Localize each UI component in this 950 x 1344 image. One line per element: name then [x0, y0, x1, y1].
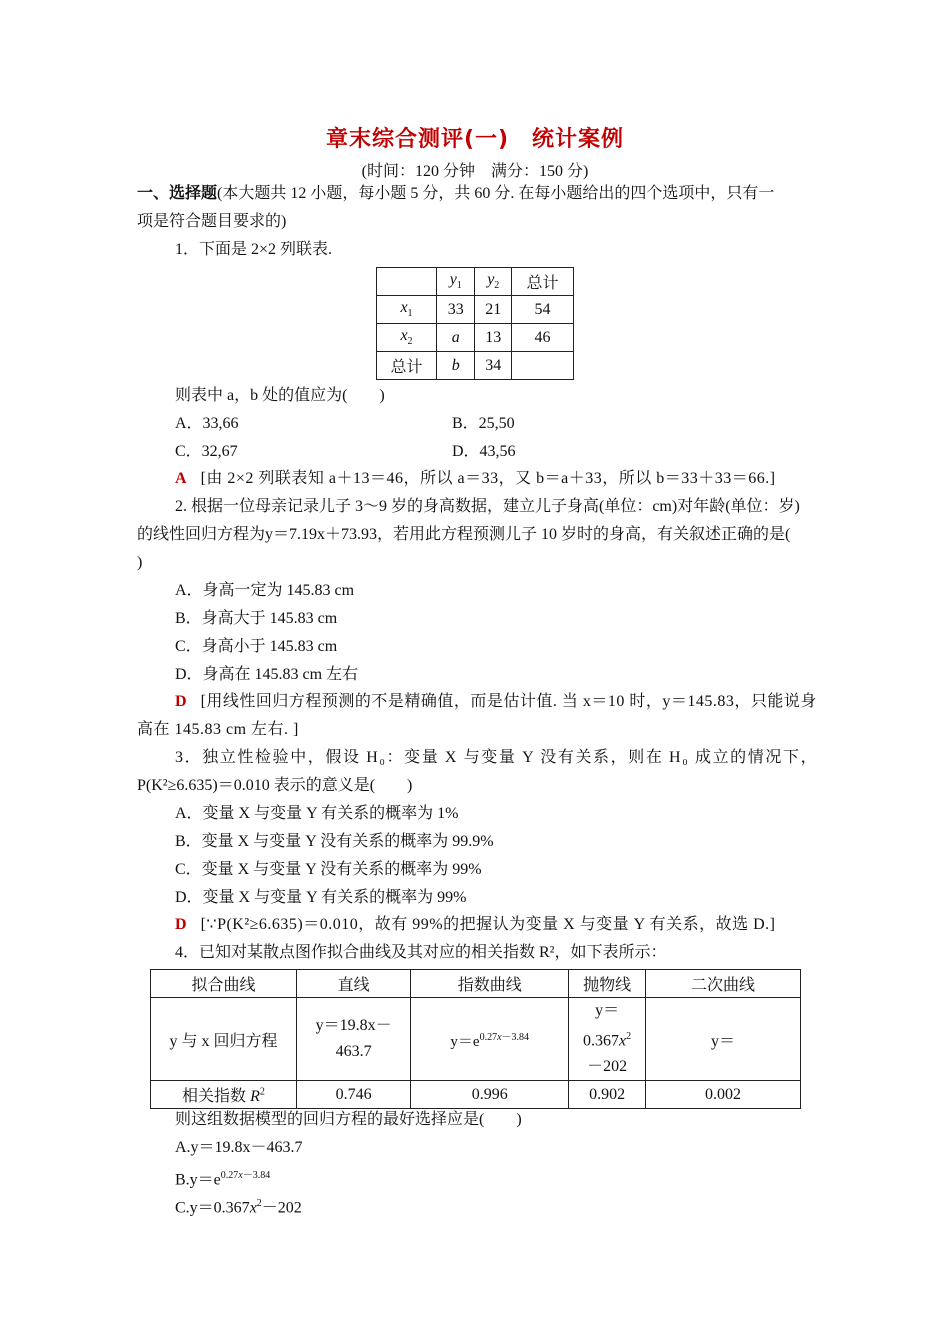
q1-table-header-y2: $y_2$: [475, 268, 512, 296]
q4-exp-equation: $y=e^{0.27x-3.84}$: [411, 998, 569, 1081]
q4-r2-cell: 0.002: [645, 1081, 800, 1109]
q1-table-cell: 21: [475, 296, 512, 324]
q1-table-header-y1: $y_1$: [437, 268, 475, 296]
q4-line-eq-b: 463.7: [335, 1043, 372, 1061]
q4-question: 则这组数据模型的回归方程的最好选择应是( ): [175, 1111, 522, 1128]
q2-option-a: A．身高一定为 145.83 cm: [175, 582, 355, 599]
q2-option-b: B．身高大于 145.83 cm: [175, 610, 338, 627]
q1-contingency-table: [376, 267, 574, 380]
section-intro-a: (本大题共 12 小题，每小题 5 分，共 60 分. 在每小题给出的四个选项中，只有一: [217, 185, 775, 202]
q3-option-a: A．变量 X 与变量 Y 有关系的概率为 1%: [175, 805, 459, 822]
section-intro-line-1: [137, 183, 774, 205]
q1-table-corner: [377, 268, 437, 296]
q4-r2-cell: 0.902: [569, 1081, 646, 1109]
q1-table-cell: b: [437, 352, 475, 380]
q1-table-row-x2-label: $x_2$: [377, 324, 437, 352]
q2-option-d: D．身高在 145.83 cm 左右: [175, 666, 359, 683]
q2-stem-c: ): [137, 554, 143, 571]
q4-r2-cell: 0.996: [411, 1081, 569, 1109]
q3-option-d: D．变量 X 与变量 Y 有关系的概率为 99%: [175, 889, 467, 906]
q2-explain-a: [用线性回归方程预测的不是精确值，而是估计值. 当 x＝10 时，y＝145.83，只能说身: [200, 693, 817, 710]
q4-r2-cell: 0.746: [296, 1081, 410, 1109]
q1-answer-line: [175, 468, 776, 490]
q1-table-cell: 34: [475, 352, 512, 380]
q1-table-cell: a: [437, 324, 475, 352]
q1-option-c: C．32,67: [175, 443, 238, 460]
q1-table-header-total: 总计: [512, 268, 574, 296]
q1-table-cell: 46: [512, 324, 574, 352]
q3-answer-line: [175, 914, 776, 936]
q1-table-cell: [512, 352, 574, 380]
q2-stem-a: 2. 根据一位母亲记录儿子 3～9 岁的身高数据，建立儿子身高(单位：cm)对年龄(单位：岁): [175, 498, 800, 515]
q1-explain: [由 2×2 列联表知 a＋13＝46，所以 a＝33，又 b＝a＋33，所以 b＝33＋33＝66.]: [200, 470, 776, 487]
q4-regression-table: [150, 969, 801, 1109]
q1-question: 则表中 a，b 处的值应为( ): [175, 387, 385, 404]
q1-option-d: D．43,56: [452, 443, 516, 460]
q3-option-b: B．变量 X 与变量 Y 没有关系的概率为 99.9%: [175, 833, 494, 850]
q4-row-r2-label: 相关指数 $R^2$: [151, 1081, 297, 1109]
q4-para-eq-b: $0.367x^2$: [583, 1031, 632, 1050]
q4-option-a: A.y＝19.8x－463.7: [175, 1139, 303, 1156]
section-intro-b: 项是符合题目要求的): [137, 213, 287, 230]
q3-stem-b: P(K²≥6.635)＝0.010 表示的意义是( ): [137, 777, 413, 794]
q4-line-equation: [296, 998, 410, 1081]
q4-line-eq-a: y＝19.8x－: [315, 1017, 392, 1035]
q2-answer-line: [175, 691, 817, 713]
q3-answer: D: [175, 916, 188, 933]
page-subtitle: (时间：120 分钟 满分：150 分): [361, 163, 589, 180]
q4-parabola-equation: [569, 998, 646, 1081]
q4-quad-equation: y＝: [645, 998, 800, 1081]
q4-option-c: $C.y=0.367x^2-202$: [175, 1198, 302, 1217]
q3-explain: [∵P(K²≥6.635)＝0.010，故有 99%的把握认为变量 X 与变量 Y 有关系，故选 D.]: [200, 916, 776, 933]
q4-row-equation-label: y 与 x 回归方程: [151, 998, 297, 1081]
q3-option-c: C．变量 X 与变量 Y 没有关系的概率为 99%: [175, 861, 482, 878]
q2-stem-b: 的线性回归方程为y＝7.19x＋73.93，若用此方程预测儿子 10 岁时的身高，有关叙述正确的是(: [137, 526, 791, 543]
q2-option-c: C．身高小于 145.83 cm: [175, 638, 338, 655]
q1-option-b: B．25,50: [452, 415, 515, 432]
q3-stem-a: 3．独立性检验中，假设 H₀：变量 X 与变量 Y 没有关系，则在 H₀ 成立的情况下，: [175, 749, 819, 766]
q1-table-row-total-label: 总计: [377, 352, 437, 380]
q1-option-a: A．33,66: [175, 415, 239, 432]
q2-answer: D: [175, 693, 188, 710]
section-heading: 一、选择题: [137, 185, 218, 202]
q1-answer: A: [175, 470, 188, 487]
page-title: 章末综合测评(一) 统计案例: [325, 127, 625, 152]
q1-table-cell: 13: [475, 324, 512, 352]
q4-header-cell: 二次曲线: [645, 970, 800, 998]
q4-header-cell: 拟合曲线: [151, 970, 297, 998]
q4-header-cell: 直线: [296, 970, 410, 998]
q1-table-row-x1-label: $x_1$: [377, 296, 437, 324]
q4-para-eq-a: y＝: [595, 1002, 620, 1019]
q1-stem: 1．下面是 2×2 列联表.: [175, 241, 333, 258]
q4-option-b: $B.y=e^{0.27x-3.84}$: [175, 1170, 271, 1189]
q1-table-cell: 54: [512, 296, 574, 324]
q4-header-cell: 抛物线: [569, 970, 646, 998]
q2-explain-b: 高在 145.83 cm 左右. ]: [137, 721, 299, 738]
q1-table-cell: 33: [437, 296, 475, 324]
q4-stem: 4．已知对某散点图作拟合曲线及其对应的相关指数 R²，如下表所示：: [175, 944, 667, 961]
q4-header-cell: 指数曲线: [411, 970, 569, 998]
q4-para-eq-c: －202: [587, 1058, 628, 1076]
